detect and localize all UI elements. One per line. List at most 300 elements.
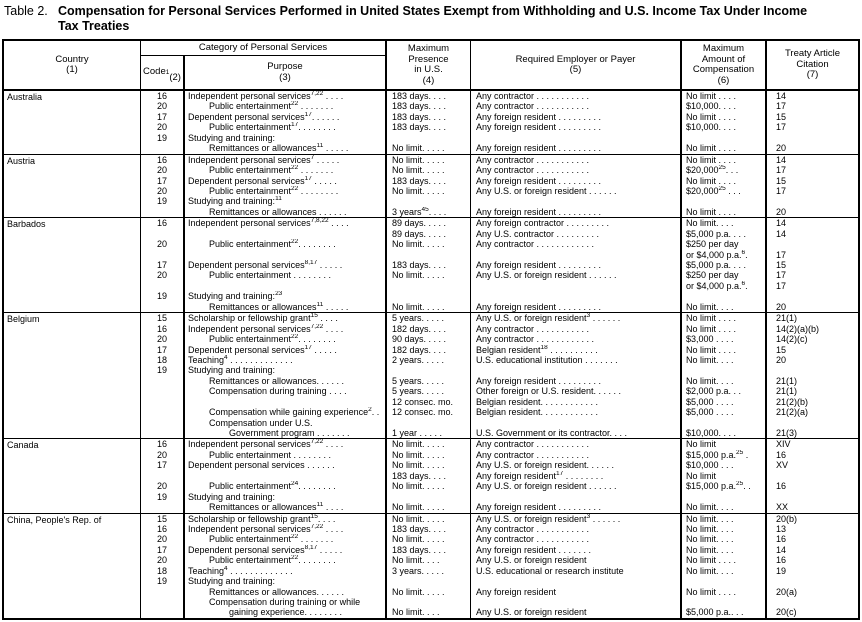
cell-amount: No limit . . . .: [680, 587, 765, 597]
country-section: [4, 91, 858, 154]
cell-citation: [765, 133, 858, 143]
cell-presence: No limit. . . . .: [385, 502, 470, 512]
cell-presence: 183 days. . . .: [385, 260, 470, 270]
cell-employer: Any U.S. or foreign resident$^3$ . . . . . .: [470, 313, 680, 323]
cell-citation: [765, 576, 858, 586]
cell-purpose: Public entertainment$^{22}$. . . . . . . .: [183, 239, 385, 249]
cell-presence: 89 days. . . . .: [385, 218, 470, 228]
cell-purpose: Teaching$^4$ . . . . . . . . . . . . .: [183, 566, 385, 576]
cell-employer: Any contractor . . . . . . . . . . .: [470, 91, 680, 101]
cell-citation: 21(1): [765, 386, 858, 396]
cell-citation: 21(3): [765, 428, 858, 438]
cell-code: 15: [140, 313, 183, 323]
country-section: [4, 438, 858, 512]
cell-purpose: Remittances or allowances. . . . . .: [183, 376, 385, 386]
cell-amount: No limit . . . .: [680, 91, 765, 101]
cell-purpose: Public entertainment$^{22}$ . . . . . . .: [183, 165, 385, 175]
cell-country: Canada: [7, 440, 39, 451]
cell-amount: $10,000. . . .: [680, 101, 765, 111]
cell-amount: No limit . . . .: [680, 555, 765, 565]
cell-code: [140, 386, 183, 396]
cell-purpose: Independent personal services$^{7,22}$ . . . .: [183, 524, 385, 534]
cell-presence: [385, 250, 470, 260]
cell-employer: Any contractor . . . . . . . . . . .: [470, 155, 680, 165]
cell-presence: No limit. . . . .: [385, 165, 470, 175]
cell-presence: 90 days. . . . .: [385, 334, 470, 344]
cell-amount: $20,000$^{25}$. . .: [680, 165, 765, 175]
cell-presence: 5 years. . . . .: [385, 376, 470, 386]
cell-country: Barbados: [7, 219, 46, 230]
cell-citation: 17: [765, 250, 858, 260]
header-category: Category of Personal Services: [140, 41, 385, 56]
cell-citation: 14(2)(c): [765, 334, 858, 344]
cell-purpose: [183, 281, 385, 291]
cell-amount: No limit. . . .: [680, 545, 765, 555]
cell-citation: 17: [765, 101, 858, 111]
cell-purpose: Public entertainment$^{24}$. . . . . . . .: [183, 481, 385, 491]
cell-citation: 20(b): [765, 514, 858, 524]
cell-amount: $15,000 p.a.$^{25}$. .: [680, 481, 765, 491]
cell-presence: 183 days. . . .: [385, 471, 470, 481]
cell-citation: 16: [765, 481, 858, 491]
cell-amount: [680, 365, 765, 375]
cell-employer: Other foreign or U.S. resident. . . . . .: [470, 386, 680, 396]
cell-purpose: Independent personal services$^{7,22}$ . . . .: [183, 439, 385, 449]
cell-code: [140, 302, 183, 312]
cell-citation: XV: [765, 460, 858, 470]
cell-purpose: Compensation during training or while: [183, 597, 385, 607]
cell-citation: 14: [765, 229, 858, 239]
cell-employer: Any U.S. contractor . . . . . . . . .: [470, 229, 680, 239]
cell-amount: No limit . . . .: [680, 176, 765, 186]
cell-citation: 15: [765, 112, 858, 122]
cell-presence: 182 days. . . .: [385, 345, 470, 355]
cell-employer: Any contractor . . . . . . . . . . .: [470, 101, 680, 111]
cell-presence: 5 years. . . . .: [385, 313, 470, 323]
cell-amount: [680, 492, 765, 502]
cell-country: China, People's Rep. of: [7, 514, 102, 525]
cell-amount: $3,000 . . . .: [680, 334, 765, 344]
cell-employer: [470, 576, 680, 586]
cell-presence: [385, 576, 470, 586]
cell-employer: Any U.S. or foreign resident . . . . . .: [470, 270, 680, 280]
cell-presence: [385, 281, 470, 291]
cell-employer: Any foreign resident . . . . . . . . .: [470, 122, 680, 132]
cell-code: 18: [140, 566, 183, 576]
cell-employer: Any foreign resident . . . . . . . . .: [470, 207, 680, 217]
cell-code: 17: [140, 460, 183, 470]
cell-purpose: Dependent personal services$^{8,17}$ . . . . .: [183, 545, 385, 555]
cell-employer: Any U.S. or foreign resident. . . . . .: [470, 460, 680, 470]
cell-amount: No limit. . . .: [680, 376, 765, 386]
cell-code: [140, 607, 183, 617]
cell-employer: [470, 365, 680, 375]
header-amount: Maximum Amount of Compensation (6): [680, 41, 765, 89]
cell-amount: $5,000 . . . .: [680, 407, 765, 417]
cell-amount: $5,000 p.a. . . .: [680, 260, 765, 270]
cell-amount: No limit. . . .: [680, 502, 765, 512]
cell-amount: No limit . . . .: [680, 155, 765, 165]
cell-presence: 5 years. . . . .: [385, 386, 470, 396]
cell-employer: Any contractor . . . . . . . . . . .: [470, 450, 680, 460]
cell-citation: XX: [765, 502, 858, 512]
cell-employer: Any foreign resident . . . . . . . . .: [470, 143, 680, 153]
cell-code: [140, 587, 183, 597]
cell-employer: U.S. educational institution . . . . . . .: [470, 355, 680, 365]
cell-employer: Any contractor . . . . . . . . . . . .: [470, 334, 680, 344]
cell-employer: Any foreign resident$^{17}$ . . . . . . . .: [470, 471, 680, 481]
cell-purpose: [183, 229, 385, 239]
cell-employer: Any foreign resident . . . . . . . . .: [470, 112, 680, 122]
cell-purpose: Studying and training:: [183, 133, 385, 143]
cell-purpose: Teaching$^4$ . . . . . . . . . . . . .: [183, 355, 385, 365]
cell-purpose: Public entertainment . . . . . . . .: [183, 270, 385, 280]
cell-purpose: Compensation under U.S.: [183, 418, 385, 428]
cell-code: 17: [140, 545, 183, 555]
cell-presence: [385, 365, 470, 375]
treaty-table: [2, 39, 860, 620]
country-section: [4, 154, 858, 218]
cell-purpose: [183, 397, 385, 407]
cell-purpose: Public entertainment$^{22}$. . . . . . . .: [183, 555, 385, 565]
cell-purpose: Remittances or allowances. . . . . .: [183, 587, 385, 597]
cell-amount: $5,000 p.a. . . .: [680, 229, 765, 239]
cell-employer: [470, 418, 680, 428]
cell-code: 20: [140, 334, 183, 344]
cell-code: 19: [140, 492, 183, 502]
cell-purpose: Scholarship or fellowship grant$^{15}$ . . . .: [183, 313, 385, 323]
cell-amount: [680, 418, 765, 428]
cell-citation: 17: [765, 270, 858, 280]
cell-presence: No limit. . . . .: [385, 481, 470, 491]
cell-code: [140, 407, 183, 417]
cell-employer: Any contractor . . . . . . . . . . .: [470, 524, 680, 534]
cell-code: 17: [140, 176, 183, 186]
cell-amount: $250 per day: [680, 239, 765, 249]
cell-code: 19: [140, 365, 183, 375]
cell-amount: No limit. . . .: [680, 534, 765, 544]
cell-employer: [470, 196, 680, 206]
cell-presence: 12 consec. mo.: [385, 397, 470, 407]
cell-purpose: Studying and training:: [183, 576, 385, 586]
cell-citation: 17: [765, 186, 858, 196]
cell-code: 17: [140, 112, 183, 122]
cell-presence: [385, 291, 470, 301]
cell-citation: 14: [765, 91, 858, 101]
cell-citation: [765, 471, 858, 481]
cell-citation: 17: [765, 165, 858, 175]
cell-employer: Any foreign resident . . . . . . . . .: [470, 176, 680, 186]
cell-citation: XIV: [765, 439, 858, 449]
cell-presence: 3 years$^{45}$. . . .: [385, 207, 470, 217]
cell-citation: 14: [765, 545, 858, 555]
cell-purpose: Studying and training:: [183, 492, 385, 502]
cell-employer: [470, 250, 680, 260]
cell-amount: No limit. . . .: [680, 524, 765, 534]
cell-presence: No limit. . . . .: [385, 239, 470, 249]
cell-amount: $10,000. . . .: [680, 122, 765, 132]
cell-code: [140, 143, 183, 153]
cell-presence: No limit. . . . .: [385, 302, 470, 312]
cell-presence: 1 year . . . . .: [385, 428, 470, 438]
table-body: [4, 91, 858, 618]
cell-code: 19: [140, 291, 183, 301]
cell-employer: [470, 133, 680, 143]
cell-amount: [680, 196, 765, 206]
cell-code: [140, 207, 183, 217]
cell-presence: No limit. . . . .: [385, 587, 470, 597]
cell-code: 20: [140, 534, 183, 544]
cell-amount: No limit . . . .: [680, 345, 765, 355]
cell-amount: No limit . . . .: [680, 313, 765, 323]
cell-purpose: Remittances or allowances$^{11}$ . . . .: [183, 502, 385, 512]
cell-purpose: Studying and training:$^{11}$: [183, 196, 385, 206]
cell-purpose: Public entertainment$^{22}$. . . . . . . .: [183, 334, 385, 344]
cell-employer: Any foreign resident . . . . . . . . .: [470, 376, 680, 386]
cell-presence: [385, 133, 470, 143]
cell-amount: No limit . . . .: [680, 112, 765, 122]
cell-purpose: Remittances or allowances$^{11}$ . . . . .: [183, 302, 385, 312]
cell-amount: or $4,000 p.a.$^6$.: [680, 281, 765, 291]
cell-employer: Any foreign resident: [470, 587, 680, 597]
cell-purpose: Public entertainment . . . . . . . .: [183, 450, 385, 460]
cell-citation: [765, 239, 858, 249]
cell-employer: Any foreign resident . . . . . . . . .: [470, 302, 680, 312]
cell-purpose: Studying and training:$^{23}$: [183, 291, 385, 301]
cell-purpose: Dependent personal services$^{8,17}$ . . . . .: [183, 260, 385, 270]
cell-employer: [470, 492, 680, 502]
cell-employer: Any contractor . . . . . . . . . . . .: [470, 239, 680, 249]
cell-employer: Any U.S. or foreign resident: [470, 555, 680, 565]
cell-purpose: [183, 471, 385, 481]
cell-amount: No limit. . . .: [680, 218, 765, 228]
cell-employer: Belgian resident. . . . . . . . . . . .: [470, 407, 680, 417]
cell-code: 18: [140, 355, 183, 365]
cell-amount: $5,000 p.a.. . .: [680, 607, 765, 617]
cell-code: 16: [140, 91, 183, 101]
cell-code: 19: [140, 133, 183, 143]
cell-citation: [765, 365, 858, 375]
cell-purpose: Remittances or allowances . . . . . .: [183, 207, 385, 217]
cell-presence: 3 years. . . . .: [385, 566, 470, 576]
cell-purpose: Dependent personal services . . . . . .: [183, 460, 385, 470]
header-citation: Treaty Article Citation (7): [765, 41, 858, 89]
cell-code: [140, 250, 183, 260]
cell-code: 16: [140, 324, 183, 334]
country-section: [4, 217, 858, 312]
cell-code: [140, 397, 183, 407]
cell-amount: No limit. . . .: [680, 514, 765, 524]
cell-citation: 14: [765, 218, 858, 228]
cell-amount: $2,000 p.a. . .: [680, 386, 765, 396]
cell-citation: 20(a): [765, 587, 858, 597]
cell-purpose: [183, 250, 385, 260]
cell-presence: 12 consec. mo.: [385, 407, 470, 417]
header-employer: Required Employer or Payer (5): [470, 41, 680, 89]
cell-purpose: Studying and training:: [183, 365, 385, 375]
cell-amount: No limit. . . .: [680, 302, 765, 312]
cell-citation: 15: [765, 176, 858, 186]
cell-amount: No limit . . . .: [680, 207, 765, 217]
cell-employer: Any U.S. or foreign resident: [470, 607, 680, 617]
cell-amount: $20,000$^{25}$ . . .: [680, 186, 765, 196]
cell-presence: No limit. . . . .: [385, 514, 470, 524]
cell-presence: No limit. . . . .: [385, 155, 470, 165]
cell-citation: 17: [765, 281, 858, 291]
cell-employer: Any contractor . . . . . . . . . . .: [470, 324, 680, 334]
cell-citation: 20: [765, 355, 858, 365]
cell-employer: [470, 597, 680, 607]
cell-purpose: Public entertainment$^{22}$ . . . . . . . .: [183, 186, 385, 196]
cell-citation: 21(1): [765, 313, 858, 323]
cell-employer: Any foreign resident . . . . . . . . .: [470, 260, 680, 270]
cell-citation: [765, 597, 858, 607]
cell-presence: 183 days. . . .: [385, 122, 470, 132]
cell-citation: [765, 418, 858, 428]
cell-amount: $15,000 p.a.$^{25}$ .: [680, 450, 765, 460]
cell-employer: Any foreign resident . . . . . . . . .: [470, 502, 680, 512]
cell-presence: No limit. . . .: [385, 607, 470, 617]
cell-citation: 13: [765, 524, 858, 534]
cell-presence: No limit. . . . .: [385, 186, 470, 196]
cell-code: 16: [140, 155, 183, 165]
cell-code: 20: [140, 270, 183, 280]
cell-code: 19: [140, 196, 183, 206]
cell-presence: 183 days. . . .: [385, 524, 470, 534]
cell-amount: $5,000 . . . .: [680, 397, 765, 407]
cell-amount: [680, 597, 765, 607]
cell-presence: No limit. . . . .: [385, 143, 470, 153]
cell-code: 15: [140, 514, 183, 524]
cell-presence: 183 days. . . .: [385, 101, 470, 111]
cell-purpose: Scholarship or fellowship grant$^{15}$. . . .: [183, 514, 385, 524]
cell-amount: $250 per day: [680, 270, 765, 280]
cell-citation: 16: [765, 450, 858, 460]
cell-purpose: Independent personal services$^7$ . . . . .: [183, 155, 385, 165]
cell-presence: [385, 196, 470, 206]
header-country: Country (1): [55, 53, 89, 75]
cell-purpose: Independent personal services$^{7,8,22}$ . . . .: [183, 218, 385, 228]
cell-purpose: Independent personal services$^{7,22}$ . . . .: [183, 324, 385, 334]
cell-employer: Any contractor . . . . . . . . . . .: [470, 534, 680, 544]
cell-presence: 182 days. . . .: [385, 324, 470, 334]
cell-country: Australia: [7, 92, 43, 102]
cell-amount: No limit: [680, 439, 765, 449]
cell-amount: [680, 291, 765, 301]
cell-presence: 2 years. . . . .: [385, 355, 470, 365]
cell-code: [140, 376, 183, 386]
header-purpose: Purpose (3): [183, 56, 385, 89]
cell-purpose: Dependent personal services$^{17}$. . . . . .: [183, 112, 385, 122]
cell-purpose: Dependent personal services$^{17}$ . . . . .: [183, 345, 385, 355]
cell-presence: 183 days. . . .: [385, 545, 470, 555]
cell-employer: Any foreign contractor . . . . . . . . .: [470, 218, 680, 228]
cell-purpose: Dependent personal services$^{17}$ . . . . .: [183, 176, 385, 186]
cell-employer: Any contractor . . . . . . . . . . .: [470, 165, 680, 175]
cell-citation: 16: [765, 534, 858, 544]
cell-presence: 183 days. . . .: [385, 176, 470, 186]
cell-code: [140, 229, 183, 239]
header-presence: Maximum Presence in U.S. (4): [385, 41, 470, 89]
cell-code: 20: [140, 555, 183, 565]
cell-amount: No limit. . . .: [680, 566, 765, 576]
cell-code: 20: [140, 186, 183, 196]
cell-presence: [385, 492, 470, 502]
cell-citation: [765, 492, 858, 502]
cell-citation: 15: [765, 260, 858, 270]
cell-amount: $10,000. . . .: [680, 428, 765, 438]
cell-citation: 20: [765, 143, 858, 153]
cell-presence: 89 days. . . . .: [385, 229, 470, 239]
cell-citation: 21(2)(b): [765, 397, 858, 407]
cell-employer: U.S. Government or its contractor. . . .: [470, 428, 680, 438]
cell-presence: No limit. . . . .: [385, 270, 470, 280]
cell-citation: 20: [765, 207, 858, 217]
cell-code: 16: [140, 524, 183, 534]
cell-code: [140, 281, 183, 291]
cell-employer: Belgian resident$^{18}$ . . . . . . . . . .: [470, 345, 680, 355]
cell-code: 20: [140, 450, 183, 460]
cell-purpose: Compensation while gaining experience$^2$. .: [183, 407, 385, 417]
cell-citation: 21(2)(a): [765, 407, 858, 417]
cell-employer: Any foreign resident . . . . . . .: [470, 545, 680, 555]
cell-purpose: Independent personal services$^{7,22}$ . . . .: [183, 91, 385, 101]
cell-purpose: gaining experience. . . . . . . .: [183, 607, 385, 617]
cell-presence: 183 days. . . .: [385, 112, 470, 122]
cell-code: 17: [140, 260, 183, 270]
cell-presence: [385, 418, 470, 428]
cell-presence: No limit. . . . .: [385, 534, 470, 544]
cell-citation: 14: [765, 155, 858, 165]
cell-presence: No limit. . . . .: [385, 460, 470, 470]
cell-amount: No limit: [680, 471, 765, 481]
cell-employer: [470, 291, 680, 301]
cell-country: Belgium: [7, 314, 40, 325]
cell-employer: Any contractor . . . . . . . . . . .: [470, 439, 680, 449]
cell-employer: [470, 281, 680, 291]
cell-code: 20: [140, 481, 183, 491]
cell-presence: 183 days. . . .: [385, 91, 470, 101]
cell-employer: Any U.S. or foreign resident . . . . . .: [470, 481, 680, 491]
cell-citation: 17: [765, 122, 858, 132]
cell-code: 20: [140, 101, 183, 111]
cell-citation: 19: [765, 566, 858, 576]
cell-code: 19: [140, 576, 183, 586]
cell-code: 16: [140, 439, 183, 449]
cell-code: 20: [140, 239, 183, 249]
cell-amount: [680, 576, 765, 586]
country-section: [4, 513, 858, 618]
cell-citation: 20: [765, 302, 858, 312]
cell-citation: 15: [765, 345, 858, 355]
cell-presence: No limit. . . . .: [385, 439, 470, 449]
cell-employer: U.S. educational or research institute: [470, 566, 680, 576]
table-number: Table 2.: [4, 4, 48, 18]
table-title: [0, 0, 862, 39]
cell-amount: No limit . . . .: [680, 143, 765, 153]
cell-country: Austria: [7, 155, 36, 166]
cell-code: [140, 597, 183, 607]
cell-amount: No limit. . . .: [680, 355, 765, 365]
cell-code: 20: [140, 122, 183, 132]
cell-code: 16: [140, 218, 183, 228]
cell-code: [140, 428, 183, 438]
cell-presence: [385, 597, 470, 607]
cell-code: 17: [140, 345, 183, 355]
cell-purpose: Compensation during training . . . .: [183, 386, 385, 396]
cell-citation: 16: [765, 555, 858, 565]
cell-employer: Any U.S. or foreign resident . . . . . .: [470, 186, 680, 196]
